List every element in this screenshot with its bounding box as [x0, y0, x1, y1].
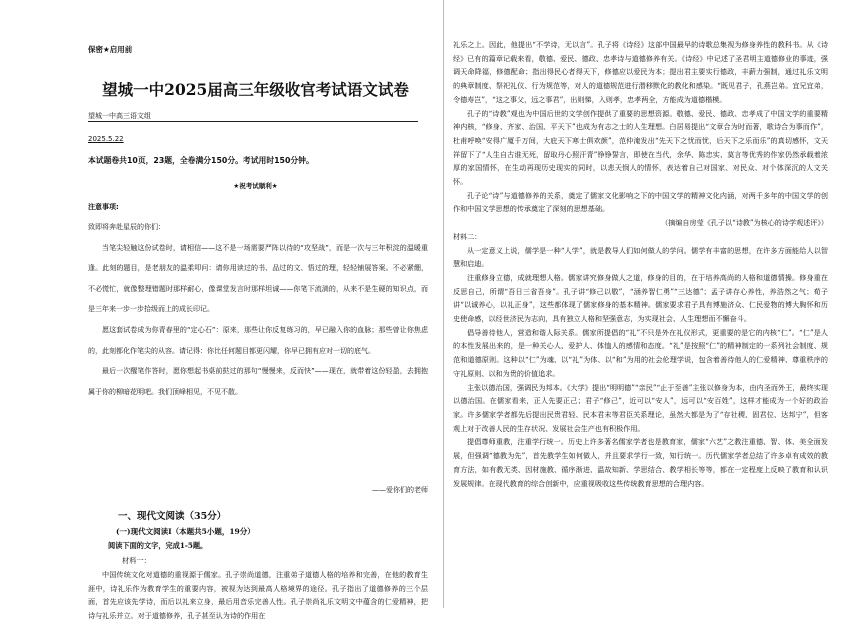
body-paragraph: 材料二： [453, 231, 482, 241]
exam-title: 望城一中2025届高三年级收官考试语文试卷 [102, 80, 409, 99]
body-paragraph: 从一定意义上说，儒学是一种“人学”，就是教导人们如何做人的学问。儒学有丰富的思想，在许多方面能给人以智慧和启迪。 [453, 245, 828, 269]
material-label: 材料一： [122, 556, 151, 565]
secret-label: 保密★启用前 [88, 45, 133, 54]
body-paragraph: 注重修身立德，成就理想人格。儒家讲究修身做人之道，修身的目的，在于培养高尚的人格和道德情操。修身重在反思自己，所谓“吾日三省吾身”。孔子讲“修己以敬”，“涵养智仁勇”“三达德”；孟子讲存心养性，养浩然之气；荀子讲“以诚养心，以礼正身”，这些都体现了儒家修身的基本精神。儒家要求君子具有博施济众、仁民爱物的博大胸怀和历史使命感，以经世济民为志向，具有独立人格和坚强意志，为实现社会、人生理想而不懈奋斗。 [453, 272, 828, 324]
notice-label: 注意事项: [88, 203, 119, 211]
body-paragraph: 礼乐之上。因此，他提出“不学诗，无以言”。孔子将《诗经》这部中国最早的诗歌总集视为修身养性的教科书。从《诗经》已有的篇章记载来看，敬德、爱民、德政、忠孝诗与道德修养有关。《诗经》中记述了圣君明主道德修业的事迹，强调天命降福，修德配命；指出得民心者得天下，修德应以爱民为本；提出君主要实行德政，丰薪力强制，通过礼乐文明的典章制度、祭祀礼仪、行为规范等，对人的道德规范进行潜移默化的教化和感染。“既见君子，孔燕岂弟。宜兄宜弟，令德寿岂”，“这之事父，远之事君”，出则悌，入则孝，忠孝两全，方能成为道德楷模。 [453, 40, 828, 104]
body-paragraph: 孔子的“诗教”观也为中国后世的文学创作提供了重要的思想资源。敬德、爱民、德政、忠孝成了中国文学的重要精神内核，“修身、齐家、治国、平天下”也成为有志之士的人生理想。白居易提出“文章合为时而著，歌诗合为事而作”，杜甫呼唤“安得广厦千万间，大庇天下寒士俱欢颜”，范仲淹发出“先天下之忧而忧，后天下之乐而乐”的真切感怀，文天祥留下了“人生自古谁无死，留取丹心照汗青”铮铮誓言，即使在当代，余华、陈忠实、莫言等优秀的作家仍然承载着浓厚的家国情怀，在生动再现历史现实的同时，以悲天悯人的情怀，表达着自己对国家、对民众、对个体深沉的人文关怀。 [453, 108, 828, 187]
school-name: 望城一中高三语文组 [88, 112, 151, 120]
letter-signature: ——爱你们的老师 [372, 486, 428, 494]
teacher-letter [88, 217, 428, 402]
column-divider [443, 0, 444, 608]
body-paragraph: 提倡尊师重教，注重学行统一。历史上许多著名儒家学者也是教育家，儒家“六艺”之教注重德、智、体、美全面发展，但强调“德教为先”，首先教学生如何做人，并且要求学行一致，知行统一。历代儒家学者总结了许多卓有成效的教育方法，如有教无类、因材施教、循序渐进、温故知新、学思结合、教学相长等等，都在一定程度上反映了教育和认识发展规律。在现代教育的综合创新中，应重视吸收这些传统教育思想的合理内容。 [453, 437, 828, 488]
letter-paragraph: 当笔尖轻触这份试卷时，请相信——这不是一场需要严阵以待的“攻坚战”，而是一次与三年积淀的温暖重逢。此刻的题目，是老朋友的温柔叩问：请你用读过的书、品过的文、悟过的理，轻轻铺展答案。不必紧绷，不必慌忙，就像整理错题时那样耐心，像课堂发言时那样坦诚——你笔下流淌的，从来不是生硬的知识点，而是三年来一步一步拾级而上的成长印记。 [88, 243, 428, 314]
letter-paragraph: 最后一次醒笔作答时，愿你想起书桌前挞过的那句“慢慢来，反而快”——现在，就带着这份轻盈，去拥抱属于你的柳暗花明吧。我们顶峰相见，不见不散。 [88, 367, 428, 396]
subsection-title: (一)现代文阅读Ⅰ（本题共5小题，19分） [116, 527, 255, 536]
exam-info: 本试题卷共10页，23题，全卷满分150分。考试用时150分钟。 [88, 156, 314, 165]
body-paragraph: 孔子论“诗”与道德修养的关系，奠定了儒家文化影响之下的中国文学的精神文化内涵，对两千多年的中国文学的创作和中国文学思想的传承奠定了深刻的思想基础。 [453, 190, 828, 214]
right-body-text [453, 38, 828, 606]
left-body-text [88, 568, 428, 621]
letter-greeting: 致即将奔赴星辰的你们： [88, 223, 165, 231]
title-rule [88, 121, 418, 122]
section-title: 一、现代文阅读（35分） [118, 511, 227, 522]
body-paragraph: 倡导善待他人，营造和谐人际关系。儒家所提倡的“礼”不只是外在礼仪形式，更重要的是它的内核“仁”。“仁”是人的本性发展出来的，是一种关心人、爱护人、体恤人的感情和态度。“礼”是按照“仁”的精神制定的一系列社会制度、规范和道德原则。这种以“仁”为魂、以“礼”为体、以“和”为用的社会伦理学说，包含着善待他人的仁爱精神、尊重秩序的守礼原则、以和为贵的价值追求。 [453, 327, 828, 378]
exam-date: 2025.5.22 [88, 135, 124, 143]
body-paragraph: 中国传统文化对道德的重视源于儒家。孔子崇尚道德，注重弟子道德人格的培养和完善，在他的教育生涯中，诗礼乐作为教育学生的重要内容，被视为达到最高人格境界的途径。孔子指出了道德修养的三个层面，首先应该先学诗，而后以礼来立身，最后用音乐完善人性。孔子崇尚礼乐文明文中蕴含的仁爱精神，把诗与礼乐并立。对于道德修养，孔子甚至认为诗的作用在 [88, 570, 428, 621]
good-luck-note: ★祝考试顺利★ [233, 182, 278, 190]
letter-paragraph: 愿这套试卷成为你青春里的“定心石”：原来，那些让你反复练习的，早已融入你的血脉；那些曾让你焦虑的，此刻都化作笔尖的从容。请记得：你比任何题目都更闪耀，你早已拥有应对一切的底气。 [88, 325, 428, 355]
body-paragraph: 主张以德治国，强调民为邦本。《大学》提出“明明德”“亲民”“止于至善”主张以修身为本，由内圣而外王，最终实现以德治国。在儒家看来，正人先要正己；君子“修己”，近可以“安人”，远可以“安百姓”，这样才能成为一个好的政治家。许多儒家学者都先后提出民贵君轻、民本君末等君臣关系理论，虽然大都是为了“存社稷、固君位、达邦宁”，但客观上对于改善人民的生存状况、发展社会生产也有积极作用。 [453, 382, 828, 433]
reading-instruction: 阅读下面的文字，完成1-5题。 [108, 541, 208, 550]
source-citation: （摘编自房莹《孔子以“诗教”为核心的诗学观述评》） [661, 218, 828, 228]
